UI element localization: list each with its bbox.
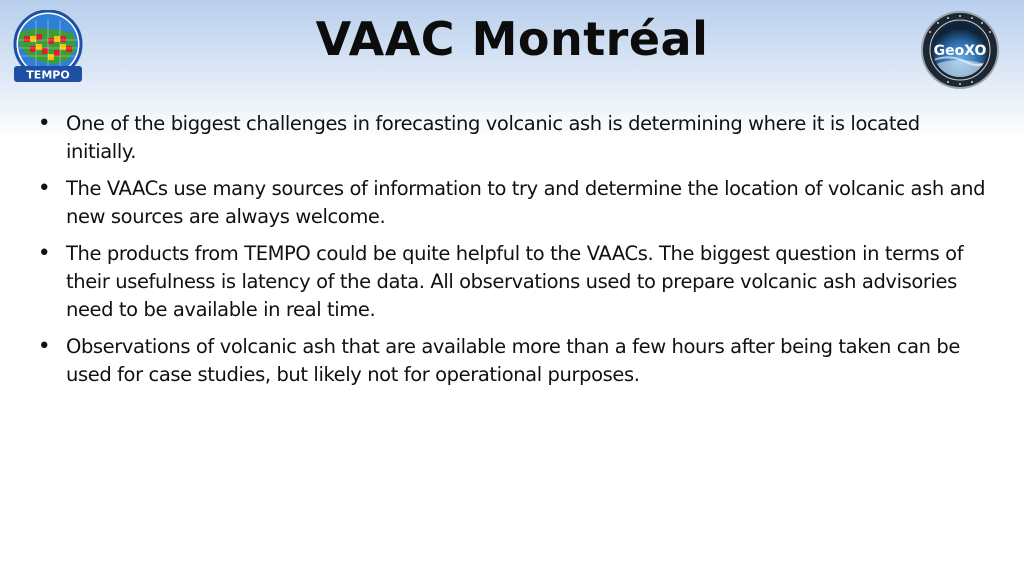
- bullet-text: One of the biggest challenges in forecasting volcanic ash is determining where it is located initially.: [66, 112, 920, 163]
- geoxo-logo: [920, 10, 1000, 90]
- bullet-text: Observations of volcanic ash that are available more than a few hours after being taken can be used for case studies, but likely not for operational purposes.: [66, 335, 960, 386]
- bullet-item: [36, 110, 986, 166]
- bullet-marker: •: [37, 111, 51, 136]
- bullet-text: The products from TEMPO could be quite helpful to the VAACs. The biggest question in terms of their usefulness is latency of the data. All observations used to prepare volcanic ash advisories need to be available in real time.: [66, 242, 964, 321]
- bullet-marker: •: [37, 176, 51, 201]
- bullet-marker: •: [37, 334, 51, 359]
- bullet-item: [36, 240, 986, 324]
- bullet-list: [36, 110, 986, 398]
- bullet-item: [36, 175, 986, 231]
- bullet-text: The VAACs use many sources of information to try and determine the location of volcanic ash and new sources are always welcome.: [66, 177, 986, 228]
- page-title: VAAC Montréal: [315, 12, 709, 66]
- geoxo-logo-text: GeoXO: [933, 43, 987, 59]
- bullet-marker: •: [37, 241, 51, 266]
- tempo-logo-text: TEMPO: [26, 68, 70, 82]
- bullet-item: [36, 333, 986, 389]
